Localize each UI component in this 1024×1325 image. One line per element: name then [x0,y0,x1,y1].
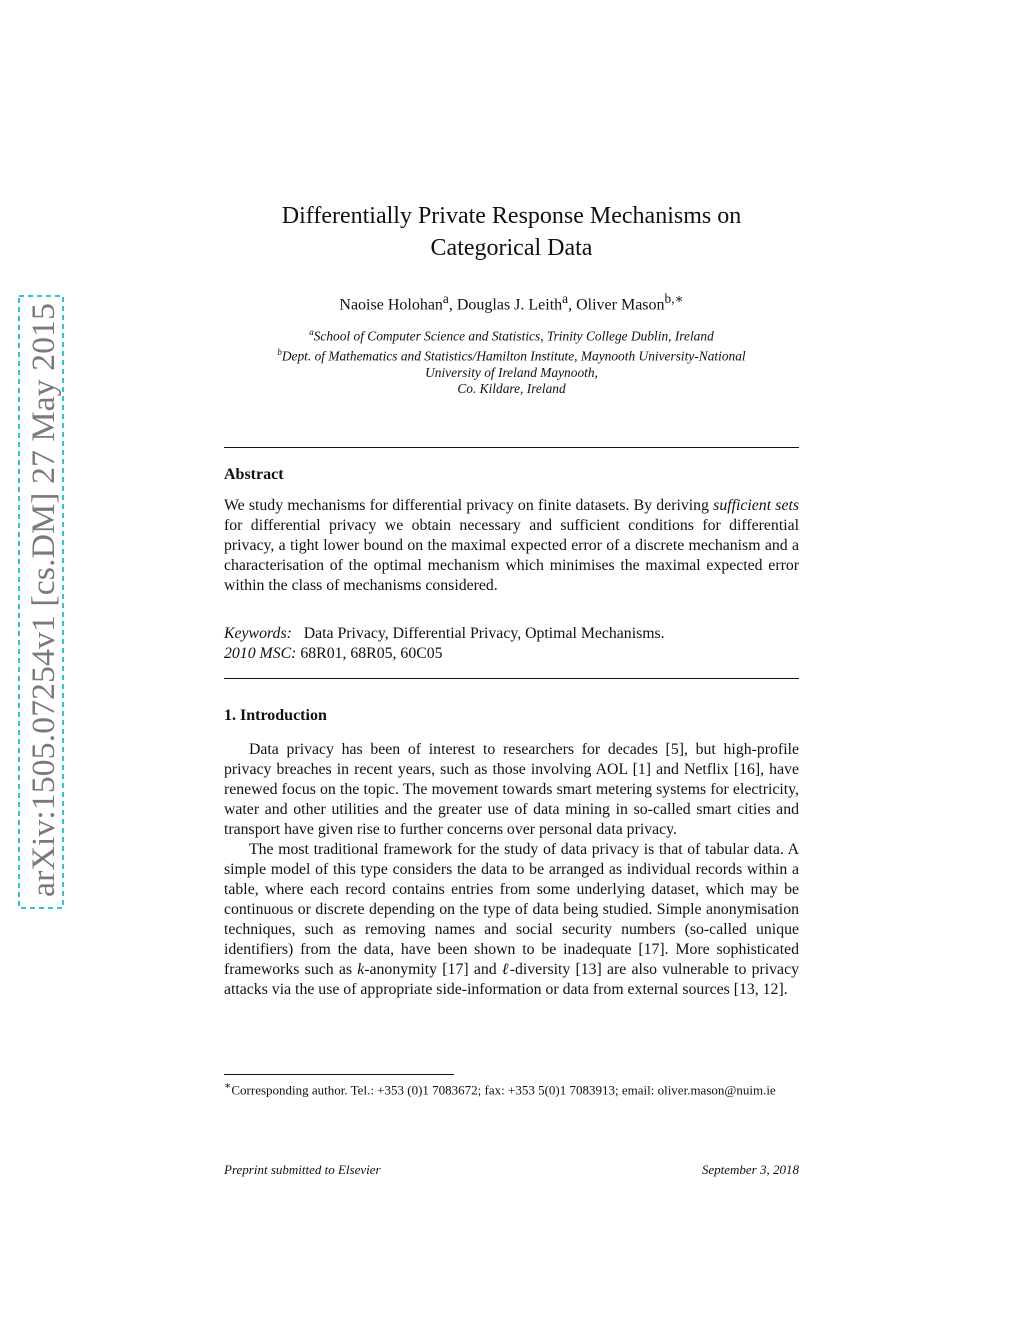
affiliations [224,324,799,397]
affiliation-a-text: School of Computer Science and Statistics, Trinity College Dublin, Ireland [313,328,714,344]
keywords-value: Data Privacy, Differential Privacy, Optimal Mechanisms. [303,625,665,642]
footer-left: Preprint submitted to Elsevier [224,1162,381,1177]
affiliation-b-line-3: Co. Kildare, Ireland [457,380,566,396]
author-holohan-sup: a [442,291,449,306]
intro-paragraph-2 [224,840,799,1000]
keywords-label: Keywords: [224,625,292,642]
arxiv-stamp-text: arXiv:1505.07254v1 [cs.DM] 27 May 2015 [26,319,62,897]
msc-value: 68R01, 68R05, 60C05 [300,645,443,662]
author-mason: Oliver Mason [576,296,665,314]
intro-paragraph-1: Data privacy has been of interest to researchers for decades [5], but high-profile privacy breaches in recent years, such as those involving AOL [1] and Netflix [16], have renewed focus on the topic. The movement towards smart metering systems for electricity, water and other utilities and the greater use of data mining in so-called smart cities and transport have given rise to further concerns over personal data privacy. [224,741,799,838]
affiliation-b-line-2: University of Ireland Maynooth, [425,364,598,380]
msc-line [224,644,799,664]
author-leith: Douglas J. Leith [456,296,563,314]
intro-p2-k: k [357,961,365,978]
affiliation-b-mark: b [277,347,282,358]
arxiv-stamp [15,293,67,911]
intro-p2-part-c: -diversity [13] are also vulnerable to privacy attacks via the use of appropriate side-information or data from external sources [13, 12]. [224,961,799,998]
msc-label: 2010 MSC: [224,645,297,662]
intro-p2-part-b: -anonymity [17] and [364,961,502,978]
affiliation-b [224,344,799,364]
title-line-2: Categorical Data [430,235,593,261]
footnote [224,1078,799,1098]
intro-p2-part-a: The most traditional framework for the study of data privacy is that of tabular data. A simple model of this type considers the data to be arranged as individual records within a table, where each record contains entries from some underlying dataset, which may be continuous or discrete depending on the type of data being studied. Simple anonymisation techniques, such as removing names and social security numbers (so-called unique identifiers) from the data, have been shown to be inadequate [17]. More sophisticated frameworks such as [224,841,799,978]
abstract-bottom-rule [224,678,799,679]
abstract-italic: sufficient sets [713,497,799,514]
footnote-mark: ∗ [224,1080,232,1092]
footnote-rule [224,1074,454,1075]
keywords [224,624,799,664]
author-leith-sup: a [562,291,569,306]
paper-title [224,200,799,264]
abstract-text-2: for differential privacy we obtain necessary and sufficient conditions for differential privacy, a tight lower bound on the maximal expected error of a discrete mechanism and a characterisation of the optimal mechanism which minimises the maximal expected error within the class of mechanisms considered. [224,517,799,594]
section-heading-introduction: 1. Introduction [224,707,327,724]
introduction-body [224,740,799,1000]
affiliation-b-line-1: Dept. of Mathematics and Statistics/Hamilton Institute, Maynooth University-National [281,348,746,364]
abstract-text-1: We study mechanisms for differential privacy on finite datasets. By deriving [224,497,709,514]
abstract-top-rule [224,447,799,448]
affiliation-a [224,324,799,344]
abstract-heading: Abstract [224,466,284,483]
footer-date: September 3, 2018 [701,1162,799,1177]
author-list: Naoise Holohan$^a$, Douglas J. Leith$^a$, Oliver Mason$^{b,∗}$ [339,291,684,314]
page-footer [224,1162,799,1178]
affiliation-a-mark: a [309,327,314,337]
abstract-body [224,496,799,596]
intro-p2-l: ℓ [501,961,510,978]
title-line-1: Differentially Private Response Mechanisms on [281,203,742,229]
footnote-text: Corresponding author. Tel.: +353 (0)1 7083672; fax: +353 5(0)1 7083913; email: oliver.mason@nuim.ie [231,1082,776,1098]
keywords-line [224,624,799,644]
author-holohan: Naoise Holohan [339,296,443,314]
author-mason-sup: b,∗ [664,291,684,306]
